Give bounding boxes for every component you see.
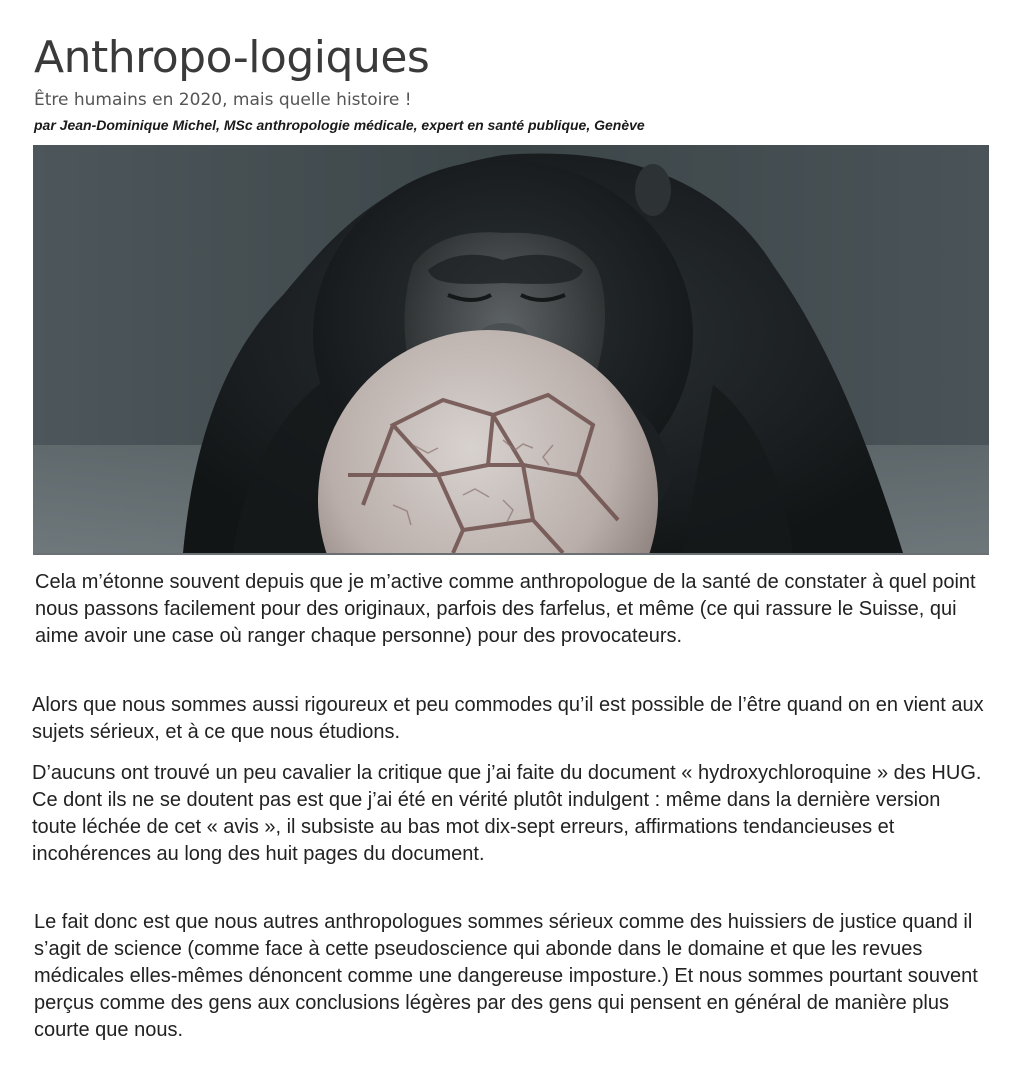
article-paragraph-4: Le fait donc est que nous autres anthropologues sommes sérieux comme des huissiers de justice quand il s’agit de science (comme face à cette pseudoscience qui abonde dans le domaine et que les revues médicales elles-mêmes dénoncent comme une dangereuse imposture.) Et nous sommes pourtant souvent perçus comme des gens aux conclusions légères par des gens qui pensent en général de manière plus courte que nous. xyxy=(34,911,978,1041)
site-title[interactable]: Anthropo-logiques xyxy=(34,32,430,83)
article-paragraph-3: D’aucuns ont trouvé un peu cavalier la critique que j’ai faite du document « hydroxychloroquine » des HUG. Ce dont ils ne se doutent pas est que j’ai été en vérité plutôt indulgent : même dans la dernière version toute léchée de cet « avis », il subsiste au bas mot dix-sept erreurs, affirmations tendancieuses et incohérences au long des huit pages du document. xyxy=(32,762,982,865)
hero-image xyxy=(33,145,989,555)
chimpanzee-ball-photo xyxy=(33,145,989,553)
author-byline: par Jean-Dominique Michel, MSc anthropologie médicale, expert en santé publique, Genève xyxy=(34,117,645,133)
site-subtitle: Être humains en 2020, mais quelle histoire ! xyxy=(34,90,412,110)
article-paragraph-2: Alors que nous sommes aussi rigoureux et peu commodes qu’il est possible de l’être quand on en vient aux sujets sérieux, et à ce que nous étudions. xyxy=(32,694,984,743)
article-paragraph-1: Cela m’étonne souvent depuis que je m’active comme anthropologue de la santé de constater à quel point nous passons facilement pour des originaux, parfois des farfelus, et même (ce qui rassure le Suisse, qui aime avoir une case où ranger chaque personne) pour des provocateurs. xyxy=(35,571,976,647)
